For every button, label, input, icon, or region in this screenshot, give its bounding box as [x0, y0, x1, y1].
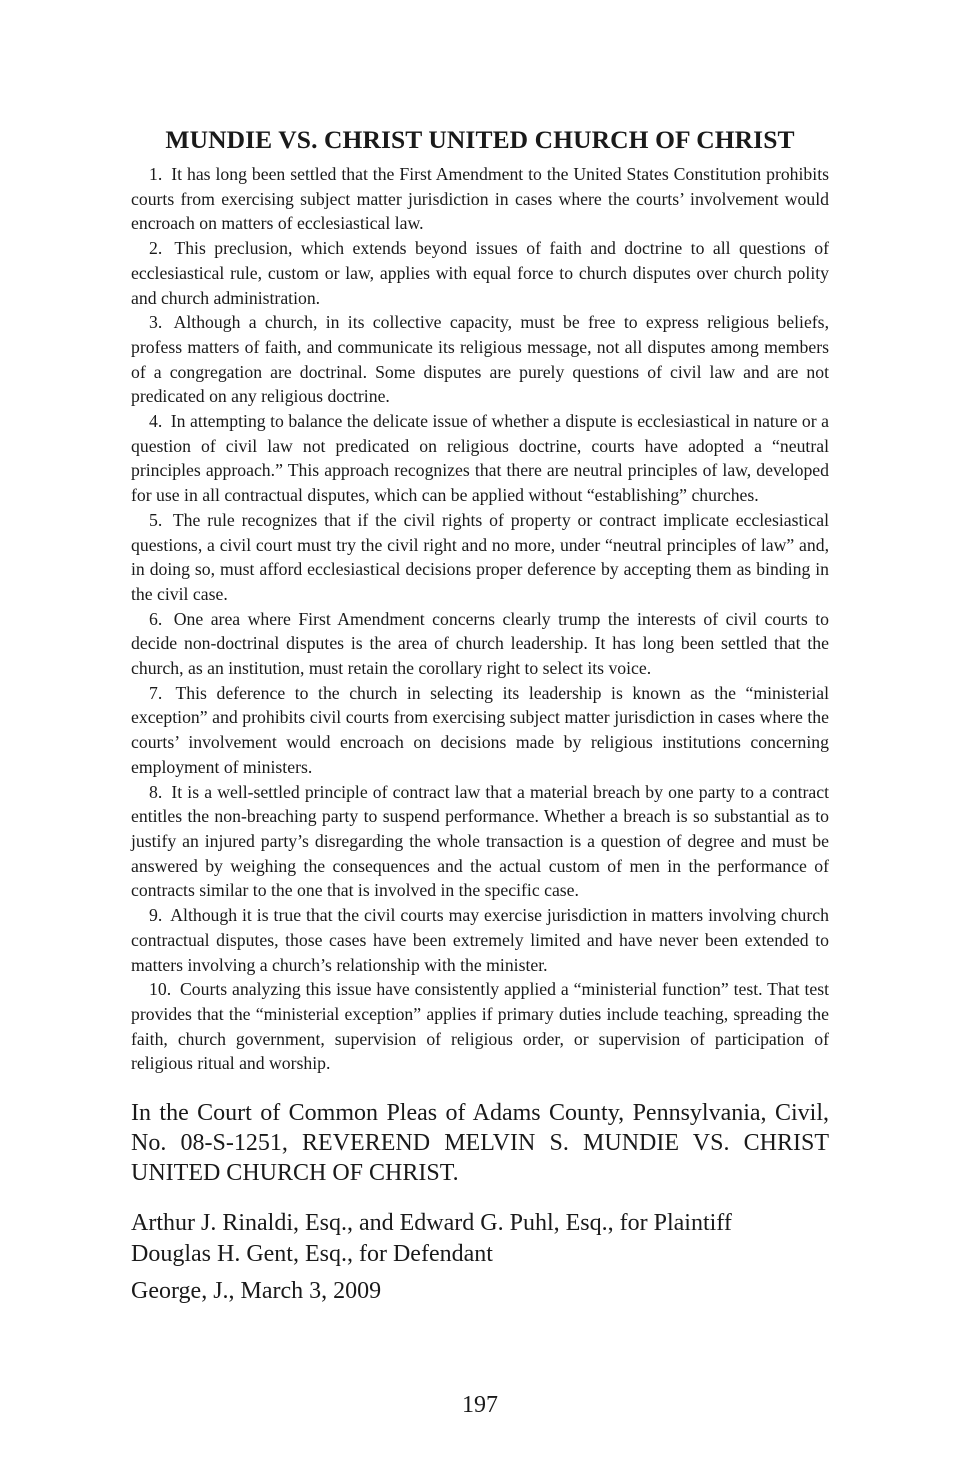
headnote-paragraph-9: [131, 903, 829, 977]
headnote-number: 1.: [149, 164, 163, 184]
defendant-counsel: Douglas H. Gent, Esq., for Defendant: [131, 1241, 493, 1268]
headnote-paragraph-10: [131, 977, 829, 1076]
case-caption: In the Court of Common Pleas of Adams County, Pennsylvania, Civil, No. 08-S-1251, REVEREND MELVIN S. MUNDIE VS. CHRIST UNITED CHURCH OF CHRIST.: [131, 1100, 829, 1187]
headnote-paragraph-8: [131, 780, 829, 904]
headnote-text: Although a church, in its collective capacity, must be free to express religious beliefs, profess matters of faith, and communicate its religious message, not all disputes among members of a congregation are doctrinal. Some disputes are purely questions of civil law and are not predicated on any religious doctrine.: [131, 312, 829, 407]
headnote-number: 2.: [149, 238, 163, 259]
judge-and-date: George, J., March 3, 2009: [131, 1278, 382, 1305]
headnote-text: Although it is true that the civil courts may exercise jurisdiction in matters involving church contractual disputes, those cases have been extremely limited and have never been extended to matters involving a church’s relationship with the minister.: [131, 905, 829, 975]
headnote-paragraph-2: [131, 236, 829, 310]
headnote-text: It has long been settled that the First Amendment to the United States Constitution prohibits courts from exercising subject matter jurisdiction in cases where the courts’ involvement would encroach on matters of ecclesiastical law.: [131, 164, 829, 234]
headnote-text: One area where First Amendment concerns clearly trump the interests of civil courts to decide non-doctrinal disputes is the area of church leadership. It has long been settled that the church, as an institution, must retain the corollary right to select its voice.: [131, 608, 829, 679]
headnotes: [131, 162, 829, 1076]
headnote-text: This preclusion, which extends beyond issues of faith and doctrine to all questions of ecclesiastical rule, custom or law, applies with equal force to church disputes over church polity and church administration.: [131, 238, 829, 308]
counsel-block: [131, 1208, 829, 1270]
plaintiff-counsel: Arthur J. Rinaldi, Esq., and Edward G. Puhl, Esq., for Plaintiff: [131, 1210, 732, 1237]
headnote-paragraph-6: [131, 607, 829, 681]
headnote-text: It is a well-settled principle of contract law that a material breach by one party to a contract entitles the non-breaching party to suspend performance. Whether a breach is so substantial as to justify an injured party’s disregarding the whole transaction is a question of degree and must be answered by weighing the consequences and the actual custom of men in the performance of contracts similar to the one that is involved in the specific case.: [131, 781, 830, 901]
headnote-text: In attempting to balance the delicate issue of whether a dispute is ecclesiastical in nature or a question of civil law not predicated on religious doctrine, courts have adopted a “neutral principles approach.” This approach recognizes that there are neutral principles of law, developed for use in all contractual disputes, which can be applied without “establishing” churches.: [131, 411, 830, 506]
headnote-paragraph-4: [131, 409, 829, 508]
headnote-paragraph-7: [131, 681, 829, 780]
headnote-number: 5.: [149, 509, 163, 530]
headnote-number: 6.: [149, 608, 163, 629]
headnote-paragraph-3: [131, 310, 829, 409]
headnote-paragraph-1: [131, 162, 829, 236]
headnote-number: 3.: [149, 312, 163, 333]
headnote-paragraph-5: [131, 508, 829, 607]
headnote-number: 7.: [149, 682, 163, 703]
headnote-text: The rule recognizes that if the civil rights of property or contract implicate ecclesiastical questions, a civil court must try the civil right and no more, under “neutral principles of law” and, in doing so, must afford ecclesiastical decisions proper deference by accepting them as binding in the civil case.: [131, 509, 829, 604]
headnote-number: 10.: [149, 979, 172, 1000]
headnote-number: 8.: [149, 781, 163, 802]
headnote-number: 4.: [149, 411, 163, 432]
headnote-text: Courts analyzing this issue have consistently applied a “ministerial function” test. That test provides that the “ministerial exception” applies if primary duties include teaching, spreading the faith, church government, supervision of religious order, or supervision of participation of religious ritual and worship.: [131, 979, 830, 1074]
headnote-text: This deference to the church in selecting its leadership is known as the “ministerial exception” and prohibits civil courts from exercising subject matter jurisdiction in cases where the courts’ involvement would encroach on decisions made by religious institutions concerning employment of ministers.: [131, 682, 829, 777]
headnote-number: 9.: [149, 905, 163, 926]
page-title: MUNDIE VS. CHRIST UNITED CHURCH OF CHRIST: [165, 125, 795, 154]
document-page: [131, 124, 829, 1307]
page-number: 197: [462, 1392, 498, 1418]
